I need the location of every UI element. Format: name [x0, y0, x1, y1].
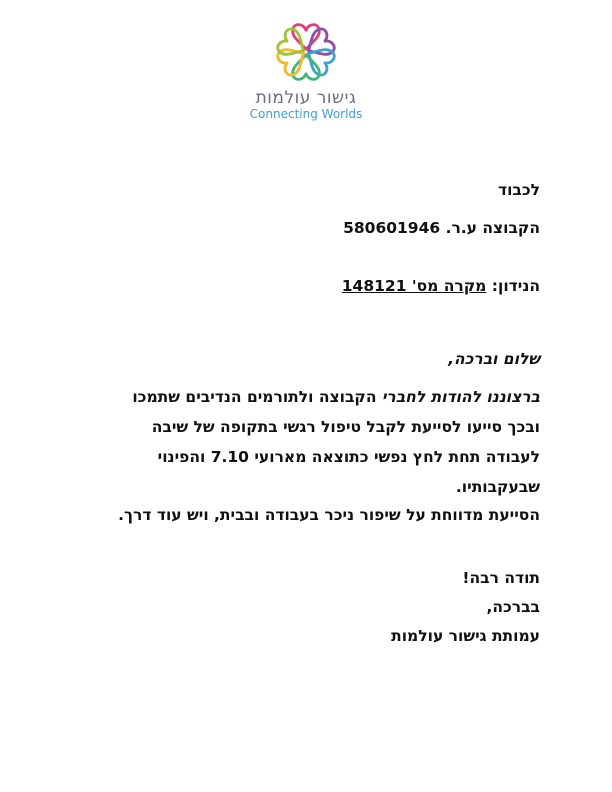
- subject-value: מקרה מס' 148121: [341, 277, 487, 295]
- body-line-5: הסייעת מדווחת על שיפור ניכר בעבודה ובבית, ויש עוד דרך.: [118, 506, 540, 524]
- subject-label: הנידון:: [491, 277, 540, 295]
- logo-heart-petal: [293, 55, 320, 80]
- organization-logo: [238, 16, 374, 122]
- recipient: הקבוצה ע.ר. 580601946: [343, 219, 540, 237]
- heart-flower-logo-icon: [258, 16, 354, 88]
- subject-line: [60, 277, 540, 295]
- closing: בברכה,: [486, 598, 540, 616]
- body-line-1: [60, 388, 540, 406]
- body-line-1-rest: הקבוצה ולתורמים הנדיבים שתמכו: [132, 388, 382, 406]
- logo-english-name: Connecting Worlds: [249, 107, 363, 121]
- logo-heart-petal: [293, 25, 320, 50]
- body-line-1-italic: ברצוננו להודות לחברי: [381, 388, 540, 406]
- greeting: שלום וברכה,: [448, 350, 540, 368]
- body-line-4: שבעקבותיו.: [455, 478, 540, 496]
- body-line-2: ובכך סייעו לסייעת לקבל טיפול רגשי בתקופה של שיבה: [151, 418, 540, 436]
- body-line-3: לעבודה תחת לחץ נפשי כתוצאה מארועי 7.10 והפינוי: [157, 448, 540, 466]
- salutation: לכבוד: [497, 181, 540, 199]
- thanks: תודה רבה!: [462, 569, 540, 587]
- logo-hebrew-name: גישור עולמות: [255, 88, 357, 108]
- signature: עמותת גישור עולמות: [391, 627, 540, 645]
